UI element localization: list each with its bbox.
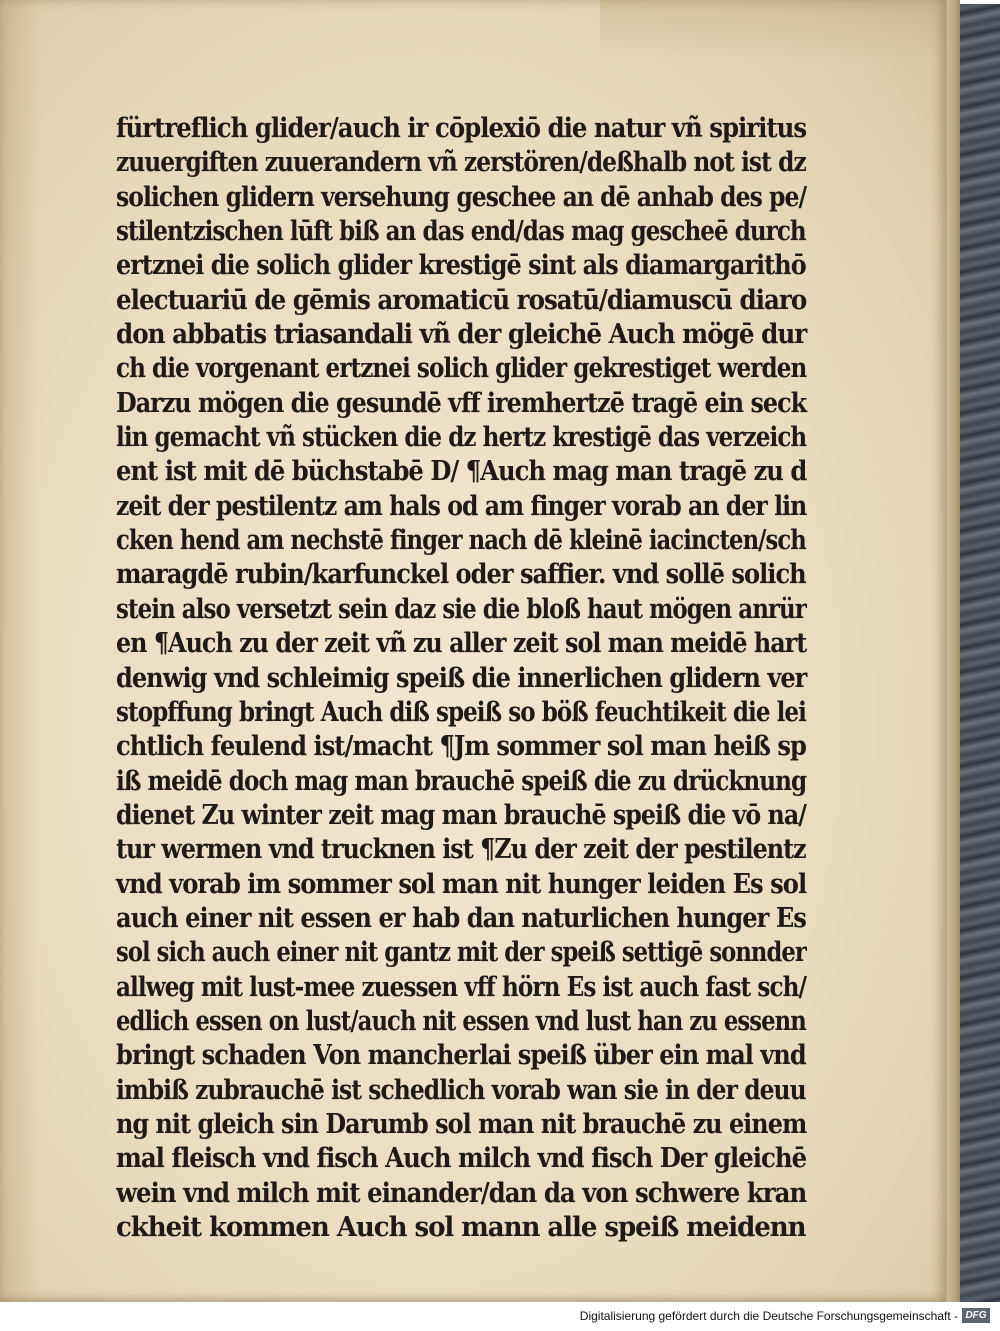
- text-line: chtlich feulend ist/macht ¶Jm sommer sol man heiß sp: [116, 731, 806, 763]
- text-line: ckheit kommen Auch sol mann alle speiß meidenn: [116, 1212, 806, 1243]
- text-line: Darzu mögen die gesundē vff iremhertzē tragē ein seck: [116, 387, 807, 419]
- text-line: vnd vorab im sommer sol man nit hunger leiden Es sol: [116, 868, 807, 900]
- text-line: tur wermen vnd trucknen ist ¶Zu der zeit der pestilentz: [116, 834, 806, 866]
- text-line: allweg mit lust-mee zuessen vff hörn Es ist auch fast sch/: [116, 971, 807, 1003]
- text-line: sol sich auch einer nit gantz mit der speiß settigē sonnder: [116, 937, 806, 969]
- text-line: ch die vorgenant ertznei solich glider gekrestiget werden: [116, 353, 807, 385]
- text-line: auch einer nit essen er hab dan naturlichen hunger Es: [116, 902, 806, 934]
- text-line: mal fleisch vnd fisch Auch milch vnd fisch Der gleichē: [116, 1143, 807, 1175]
- text-line: stopffung bringt Auch diß speiß so böß feuchtikeit die lei: [116, 696, 806, 728]
- text-line: edlich essen on lust/auch nit essen vnd lust han zu essenn: [116, 1005, 806, 1037]
- text-line: denwig vnd schleimig speiß die innerlichen glidern ver: [116, 662, 807, 694]
- text-line: dienet Zu winter zeit mag man brauchē speiß die vō na/: [116, 799, 806, 831]
- text-line: ertznei die solich glider krestigē sint als diamargarithō: [116, 250, 806, 282]
- text-line: stilentzischen lūft biß an das end/das mag gescheē durch: [116, 216, 806, 248]
- digitization-footer: [0, 1302, 1000, 1331]
- text-line: zeit der pestilentz am hals od am finger vorab an der lin: [116, 490, 807, 522]
- text-line: zuuergiften zuuerandern vñ zerstören/deßhalb not ist dz: [116, 147, 806, 179]
- text-line: stein also versetzt sein daz sie die bloß haut mögen anrür: [116, 593, 806, 625]
- printed-text-block: [116, 112, 806, 1245]
- text-line: ent ist mit dē büchstabē D/ ¶Auch mag man tragē zu d: [116, 456, 807, 488]
- text-line: lin gemacht vñ stücken die dz hertz krestigē das verzeich: [116, 422, 807, 454]
- text-line: en ¶Auch zu der zeit vñ zu aller zeit sol man meidē hart: [116, 628, 807, 660]
- text-line: ng nit gleich sin Darumb sol man nit brauchē zu einem: [116, 1108, 807, 1140]
- text-line: electuariū de gēmis aromaticū rosatū/diamuscū diaro: [116, 284, 807, 316]
- text-line: wein vnd milch mit einander/dan da von schwere kran: [116, 1177, 807, 1209]
- text-line: imbiß zubrauchē ist schedlich vorab wan sie in der deuu: [116, 1074, 806, 1106]
- text-line: bringt schaden Von mancherlai speiß über ein mal vnd: [116, 1040, 806, 1072]
- text-line: iß meidē doch mag man brauchē speiß die zu drücknung: [116, 765, 807, 797]
- text-line: cken hend am nechstē finger nach dē kleinē iacincten/sch: [116, 525, 806, 557]
- text-line: don abbatis triasandali vñ der gleichē Auch mögē dur: [116, 319, 807, 351]
- text-line: solichen glidern versehung geschee an dē anhab des pe/: [116, 181, 807, 213]
- gutter-shadow: [0, 0, 40, 1302]
- text-line: maragdē rubin/karfunckel oder saffier. vnd sollē solich: [116, 559, 806, 591]
- funding-credit: Digitalisierung gefördert durch die Deutsche Forschungsgemeinschaft -: [579, 1309, 958, 1323]
- text-line: fürtreflich glider/auch ir cōplexiō die natur vñ spiritus: [116, 113, 807, 144]
- dfg-logo-icon: DFG: [962, 1308, 990, 1323]
- paper-stain: [600, 0, 946, 60]
